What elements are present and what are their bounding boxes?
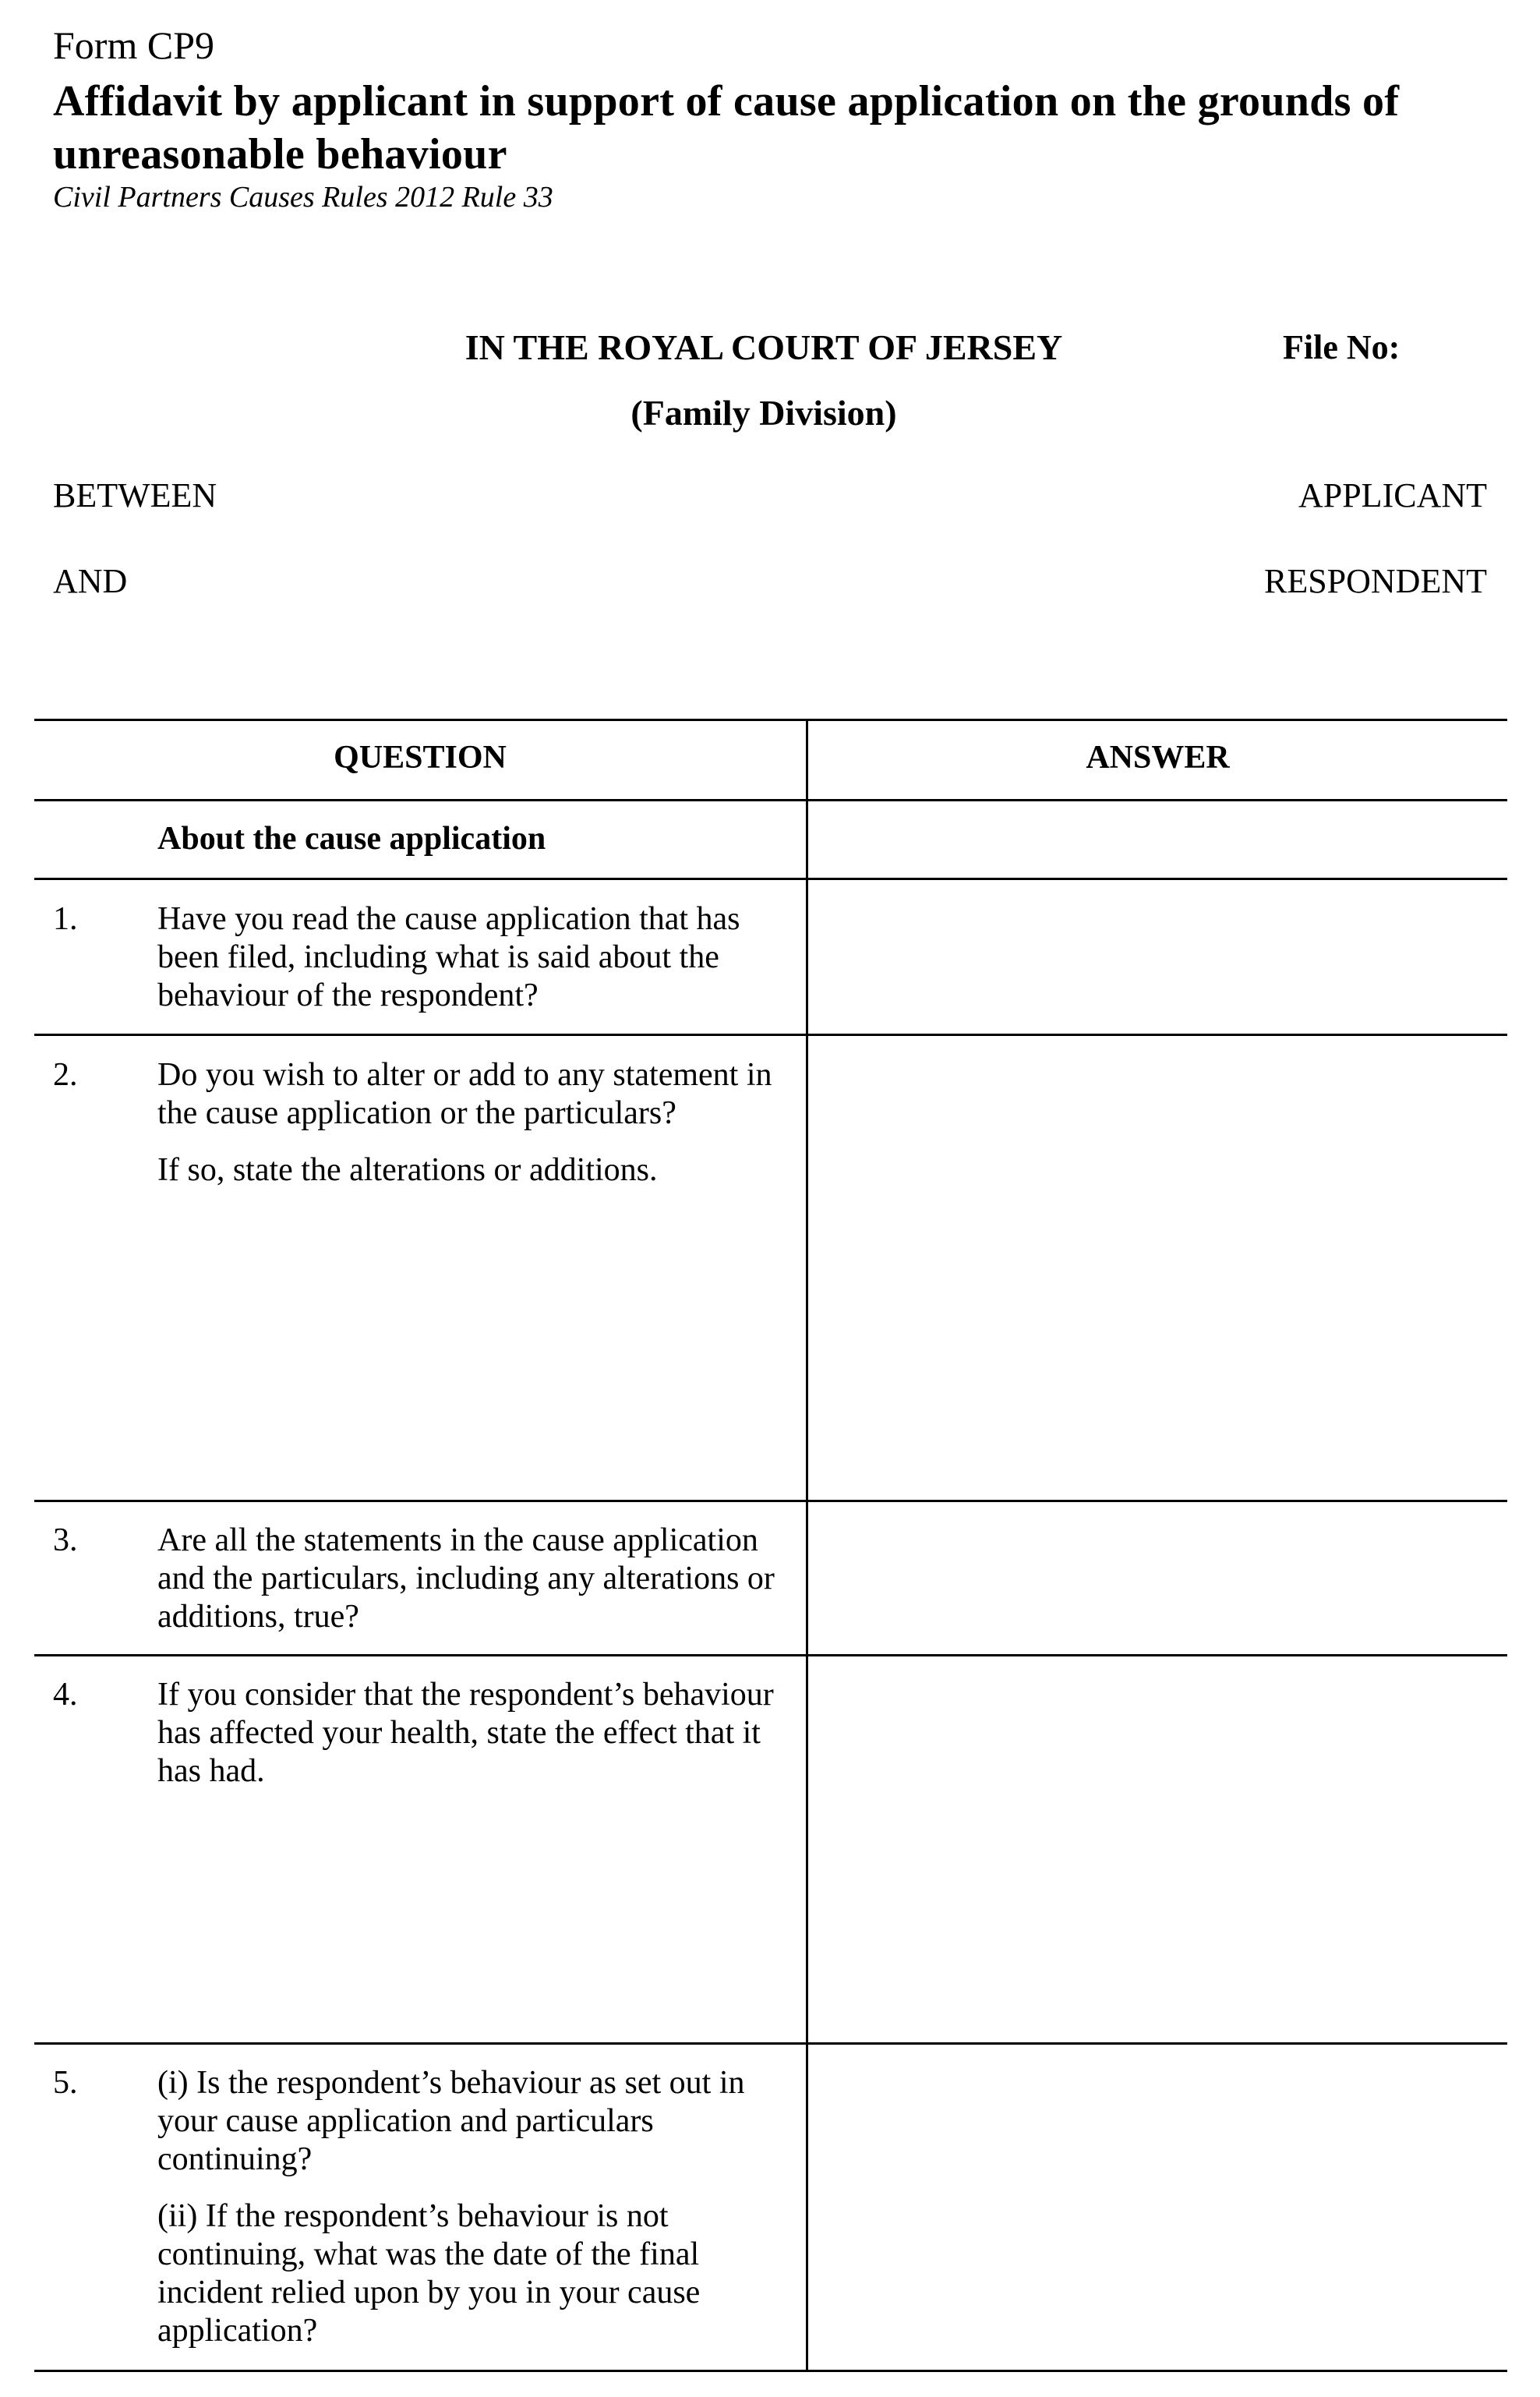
respondent-label: RESPONDENT: [1263, 562, 1487, 600]
table-row-divider: [34, 1034, 1507, 1036]
table-row-divider: [34, 878, 1507, 880]
table-row-divider: [34, 1500, 1507, 1502]
file-number-label: File No:: [1283, 328, 1400, 366]
question-text: [157, 2064, 796, 2350]
answer-column-header: ANSWER: [1086, 740, 1230, 776]
question-text: [157, 1676, 796, 1791]
table-row-divider: [34, 799, 1507, 801]
question-number: 5.: [53, 2065, 78, 2101]
question-number: 1.: [53, 901, 78, 937]
answer-cell[interactable]: [811, 881, 1504, 1031]
question-number: 2.: [53, 1057, 78, 1093]
question-paragraph: (ii) If the respondent’s behaviour is not continuing, what was the date of the final incident relied upon by you in your cause application?: [157, 2198, 701, 2349]
court-name: IN THE ROYAL COURT OF JERSEY: [464, 327, 1063, 367]
answer-cell[interactable]: [811, 1503, 1504, 1651]
section-title: About the cause application: [157, 821, 546, 857]
question-text: [157, 1056, 796, 1190]
court-division: (Family Division): [630, 393, 897, 433]
answer-cell[interactable]: [811, 2045, 1504, 2367]
table-column-divider: [806, 719, 808, 2372]
form-rule-reference: Civil Partners Causes Rules 2012 Rule 33: [53, 181, 553, 214]
question-number: 3.: [53, 1522, 78, 1558]
question-paragraph: (i) Is the respondent’s behaviour as set out in your cause application and particulars continuing?: [157, 2065, 745, 2177]
question-paragraph: Have you read the cause application that has been filed, including what is said about the behaviour of the respondent?: [157, 901, 740, 1013]
table-top-rule: [34, 719, 1507, 721]
form-title: Affidavit by applicant in support of cause application on the grounds of unreasonable behaviour: [53, 77, 1400, 179]
and-label: AND: [53, 562, 128, 600]
between-label: BETWEEN: [53, 476, 217, 514]
table-row-divider: [34, 2042, 1507, 2045]
question-text: [157, 900, 796, 1015]
question-column-header: QUESTION: [334, 740, 507, 776]
question-paragraph: Do you wish to alter or add to any statement in the cause application or the particulars?: [157, 1057, 772, 1131]
form-number: Form CP9: [53, 23, 215, 67]
question-text: [157, 1522, 796, 1636]
applicant-label: APPLICANT: [1298, 476, 1487, 514]
table-row-divider: [34, 1654, 1507, 1656]
answer-cell[interactable]: [811, 1657, 1504, 2039]
table-bottom-rule: [34, 2370, 1507, 2372]
question-paragraph: Are all the statements in the cause application and the particulars, including any alterations or additions, true?: [157, 1522, 775, 1635]
question-paragraph: If you consider that the respondent’s behaviour has affected your health, state the effect that it has had.: [157, 1677, 774, 1789]
question-number: 4.: [53, 1677, 78, 1713]
question-paragraph: If so, state the alterations or additions.: [157, 1152, 658, 1188]
answer-cell[interactable]: [811, 1037, 1504, 1497]
